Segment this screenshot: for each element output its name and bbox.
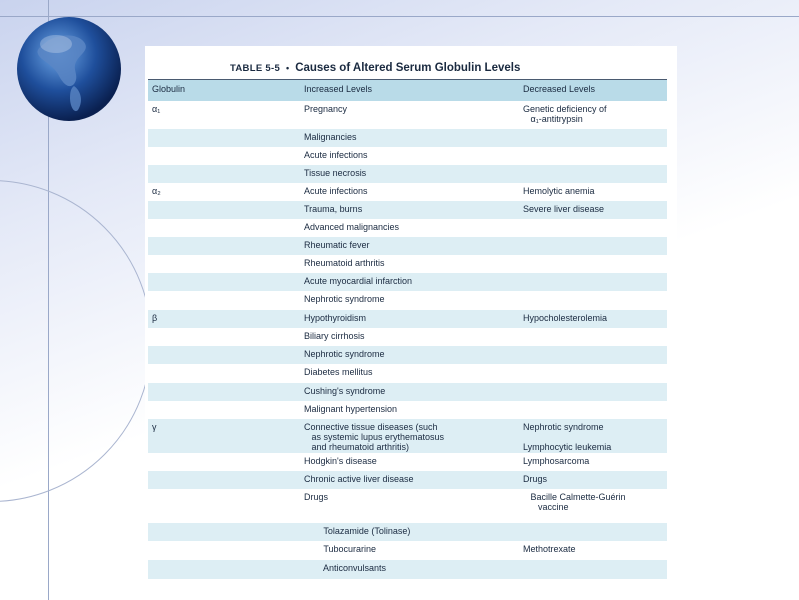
cell-increased: Malignant hypertension: [304, 404, 398, 414]
cell-increased: Cushing's syndrome: [304, 386, 386, 396]
table-header: [148, 80, 667, 101]
table-row: [148, 291, 667, 310]
cell-globulin: α₁: [152, 104, 161, 114]
table-row: [148, 237, 667, 255]
cell-increased: Trauma, burns: [304, 204, 363, 214]
cell-decreased: Genetic deficiency of α₁-antitrypsin: [523, 104, 607, 124]
cell-increased: Rheumatic fever: [304, 240, 370, 250]
cell-decreased: Hypocholesterolemia: [523, 313, 608, 323]
cell-increased: Drugs: [304, 492, 329, 502]
cell-increased: Acute myocardial infarction: [304, 276, 413, 286]
cell-globulin: β: [152, 313, 158, 323]
cell-increased: Tissue necrosis: [304, 168, 367, 178]
table-panel: [145, 46, 677, 600]
table-row: [148, 101, 667, 129]
table-row: [148, 255, 667, 273]
table-row: [148, 147, 667, 165]
cell-decreased: Hemolytic anemia: [523, 186, 595, 196]
cell-increased: Nephrotic syndrome: [304, 294, 385, 304]
cell-decreased: Bacille Calmette-Guérin vaccine: [530, 492, 626, 512]
cell-increased: Biliary cirrhosis: [304, 331, 365, 341]
cell-increased: Anticonvulsants: [316, 563, 387, 573]
table-row: [148, 273, 667, 291]
cell-increased: Rheumatoid arthritis: [304, 258, 385, 268]
table-row: [148, 129, 667, 147]
cell-increased: Nephrotic syndrome: [304, 349, 385, 359]
cell-decreased: Drugs: [523, 474, 548, 484]
globe-icon: [14, 14, 124, 124]
table-row: [148, 364, 667, 383]
caption-bullet: •: [286, 63, 290, 73]
cell-globulin: γ: [152, 422, 157, 432]
cell-decreased: Lymphosarcoma: [523, 456, 590, 466]
cell-globulin: α₂: [152, 186, 161, 196]
table-row: [148, 560, 667, 579]
table-row: [148, 541, 667, 560]
header-globulin: Globulin: [152, 84, 186, 94]
cell-increased: Acute infections: [304, 150, 368, 160]
cell-increased: Malignancies: [304, 132, 357, 142]
table-row: [148, 201, 667, 219]
cell-increased: Pregnancy: [304, 104, 348, 114]
table-row: [148, 165, 667, 183]
cell-increased: Acute infections: [304, 186, 368, 196]
cell-increased: Connective tissue diseases (such as systemic lupus erythematosus and rheumatoid arthritis): [304, 422, 445, 452]
table-row: [148, 183, 667, 201]
header-increased: Increased Levels: [304, 84, 373, 94]
cell-increased: Diabetes mellitus: [304, 367, 373, 377]
table-row: [148, 328, 667, 346]
table-row: [148, 310, 667, 328]
cell-increased: Hypothyroidism: [304, 313, 367, 323]
table-row: [148, 346, 667, 364]
table-caption: [230, 62, 520, 74]
cell-increased: Chronic active liver disease: [304, 474, 414, 484]
table-row: [148, 523, 667, 541]
cell-increased: Tubocurarine: [316, 544, 377, 554]
table-row: [148, 401, 667, 419]
cell-decreased: Methotrexate: [523, 544, 576, 554]
cell-decreased: Nephrotic syndrome Lymphocytic leukemia: [523, 422, 612, 452]
header-decreased: Decreased Levels: [523, 84, 596, 94]
cell-decreased: Severe liver disease: [523, 204, 605, 214]
table-row: [148, 419, 667, 453]
table-row: [148, 219, 667, 237]
cell-increased: Advanced malignancies: [304, 222, 400, 232]
table-row: [148, 383, 667, 401]
cell-increased: Hodgkin's disease: [304, 456, 377, 466]
table-title: Causes of Altered Serum Globulin Levels: [295, 62, 521, 74]
table-number: TABLE 5-5: [230, 63, 281, 74]
cell-increased: Tolazamide (Tolinase): [316, 526, 411, 536]
table-row: [148, 489, 667, 523]
table-row: [148, 471, 667, 489]
table-row: [148, 453, 667, 471]
